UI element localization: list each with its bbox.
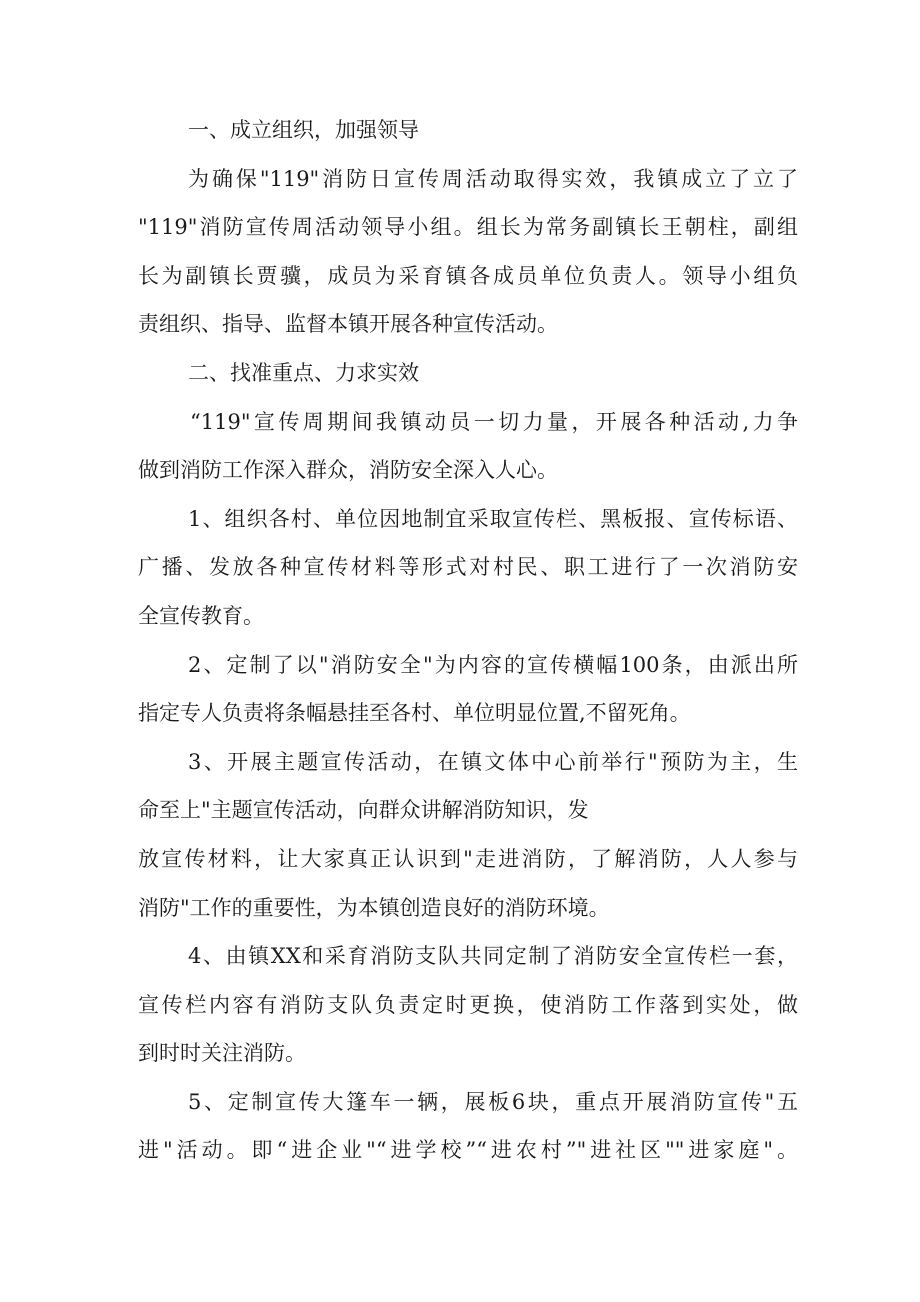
paragraph-line: 命至上"主题宣传活动，向群众讲解消防知识，发 [138,798,589,823]
paragraph-line: 进"活动。即“进企业"“进学校”“进农村”"进社区""进家庭"。 [138,1138,798,1163]
document-page [138,106,798,1175]
paragraph-line: 宣传栏内容有消防支队负责定时更换，使消防工作落到实处，做 [138,992,798,1017]
paragraph-line: 做到消防工作深入群众，消防安全深入人心。 [138,458,558,483]
paragraph-line: 全宣传教育。 [138,603,264,628]
paragraph-line: 消防"工作的重要性，为本镇创造良好的消防环境。 [138,895,610,920]
list-item-4 [138,932,798,1078]
paragraph-line: "119"消防宣传周活动领导小组。组长为常务副镇长王朝柱，副组 [138,215,798,240]
paragraph-line: 广播、发放各种宣传材料等形式对村民、职工进行了一次消防安 [138,555,798,580]
paragraph-line: 4、由镇XX和采育消防支队共同定制了消防安全宣传栏一套， [188,944,798,969]
paragraph-intro [138,398,798,495]
paragraph-leadership-group [138,155,798,349]
list-item-1 [138,495,798,641]
paragraph-line: 责组织、指导、监督本镇开展各种宣传活动。 [138,312,558,337]
paragraph-line: 放宣传材料，让大家真正认识到"走进消防，了解消防，人人参与 [138,846,798,871]
paragraph-line: 指定专人负责将条幅悬挂至各村、单位明显位置,不留死角。 [138,701,691,726]
list-item-5 [138,1078,798,1175]
paragraph-line: 5、定制宣传大篷车一辆，展板6块，重点开展消防宣传"五 [188,1089,798,1114]
section-heading-2 [138,349,798,398]
paragraph-line: 为确保"119"消防日宣传周活动取得实效，我镇成立了立了 [188,166,798,191]
paragraph-line: 长为副镇长贾骥，成员为采育镇各成员单位负责人。领导小组负 [138,263,798,288]
paragraph-line: 3、开展主题宣传活动，在镇文体中心前举行"预防为主，生 [188,749,798,774]
paragraph-line: 到时时关注消防。 [138,1041,306,1066]
list-item-3 [138,738,798,932]
heading-text: 一、成立组织，加强领导 [188,118,419,142]
paragraph-line: 1、组织各村、单位因地制宜采取宣传栏、黑板报、宣传标语、 [188,506,798,531]
paragraph-line: “119"宣传周期间我镇动员一切力量，开展各种活动,力争 [190,409,798,434]
paragraph-line: 2、定制了以"消防安全"为内容的宣传横幅100条，由派出所 [188,652,798,677]
heading-text: 二、找准重点、力求实效 [188,360,419,385]
section-heading-1 [138,106,798,155]
list-item-2 [138,641,798,738]
